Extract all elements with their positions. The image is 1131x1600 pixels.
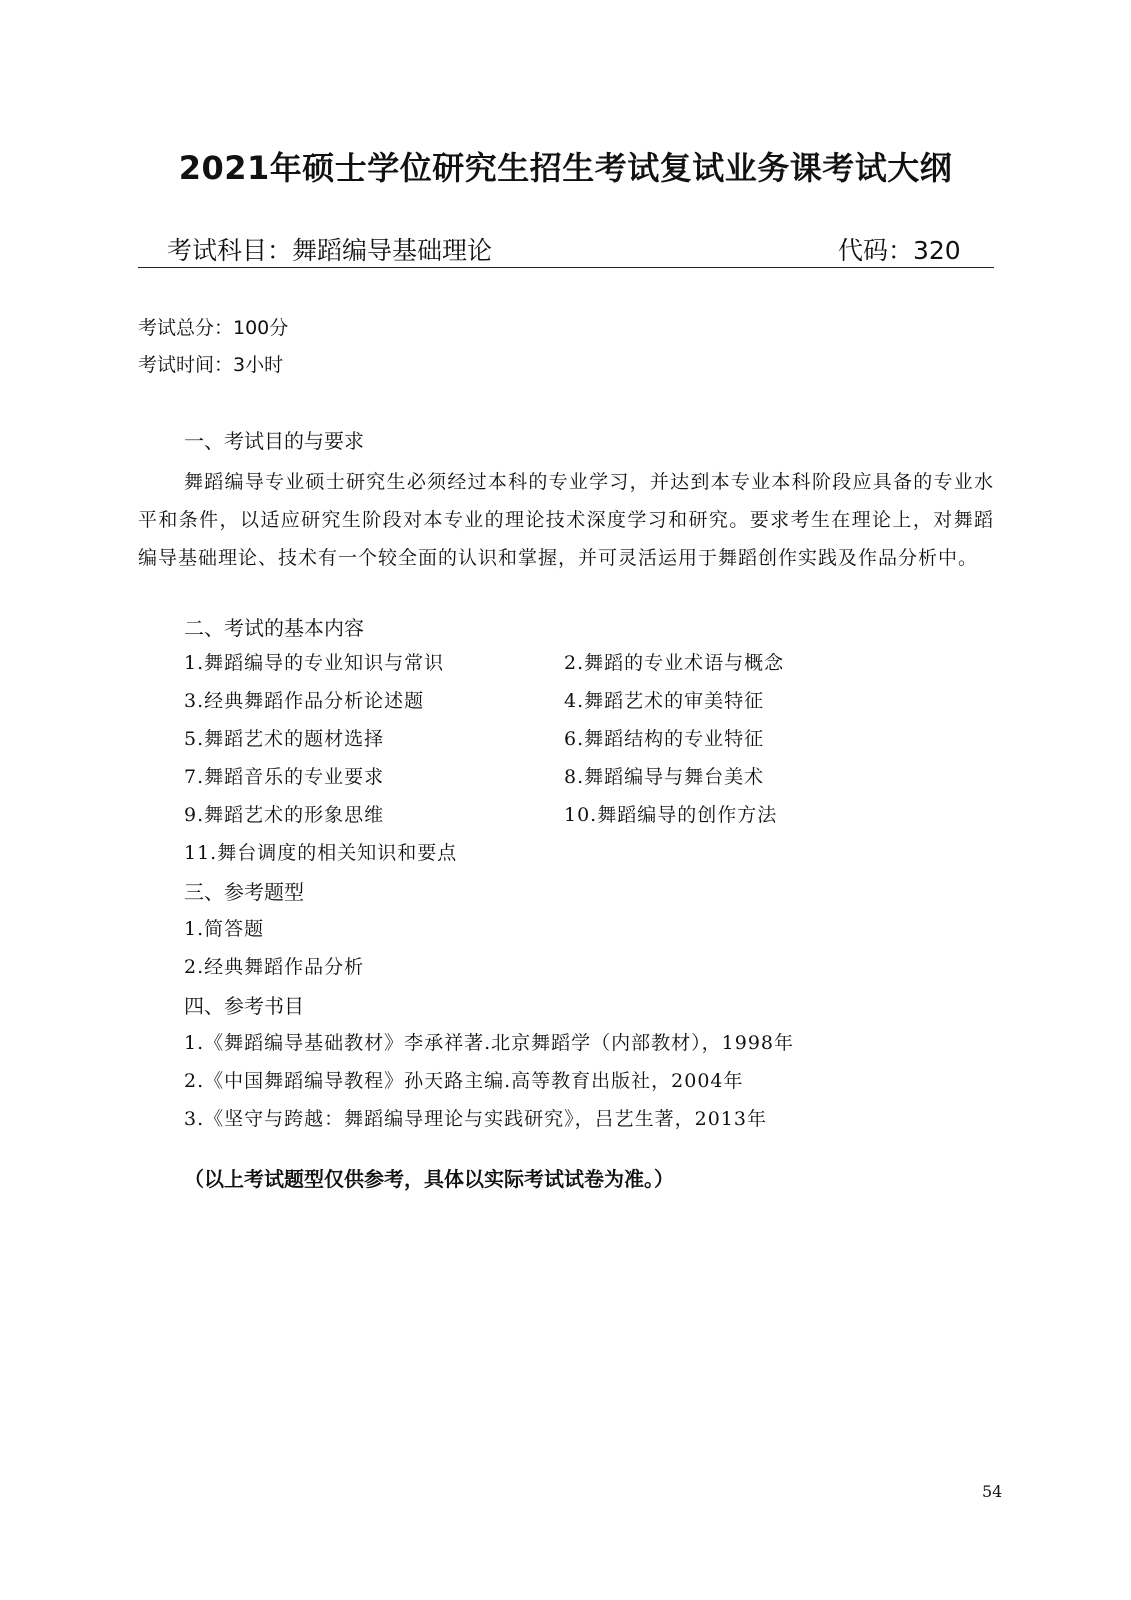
content-item: 11.舞台调度的相关知识和要点	[184, 842, 458, 864]
section-2-heading: 二、考试的基本内容	[184, 616, 364, 640]
section-3-heading: 三、参考题型	[184, 880, 304, 904]
exam-code: 代码：320	[838, 236, 961, 265]
header-underline	[138, 267, 994, 268]
question-type-item: 1.简答题	[184, 918, 265, 940]
question-type-item: 2.经典舞蹈作品分析	[184, 956, 365, 978]
content-item: 6.舞蹈结构的专业特征	[564, 728, 765, 750]
page-number: 54	[982, 1482, 1003, 1501]
content-item: 8.舞蹈编导与舞台美术	[564, 766, 765, 788]
reference-book-item: 3.《坚守与跨越：舞蹈编导理论与实践研究》，吕艺生著，2013年	[184, 1108, 767, 1130]
section-1-heading: 一、考试目的与要求	[184, 429, 364, 453]
reference-book-item: 1.《舞蹈编导基础教材》李承祥著.北京舞蹈学（内部教材），1998年	[184, 1032, 795, 1054]
section-4-heading: 四、参考书目	[184, 994, 304, 1018]
section-1-paragraph: 舞蹈编导专业硕士研究生必须经过本科的专业学习，并达到本专业本科阶段应具备的专业水平和条件，以适应研究生阶段对本专业的理论技术深度学习和研究。要求考生在理论上，对舞蹈编导基础理论、技术有一个较全面的认识和掌握，并可灵活运用于舞蹈创作实践及作品分析中。	[138, 471, 994, 569]
content-item: 2.舞蹈的专业术语与概念	[564, 652, 785, 674]
disclaimer-note: （以上考试题型仅供参考，具体以实际考试试卷为准。）	[184, 1167, 674, 1191]
content-item: 7.舞蹈音乐的专业要求	[184, 766, 385, 788]
content-item: 3.经典舞蹈作品分析论述题	[184, 690, 425, 712]
content-item: 9.舞蹈艺术的形象思维	[184, 804, 385, 826]
reference-book-item: 2.《中国舞蹈编导教程》孙天路主编.高等教育出版社，2004年	[184, 1070, 744, 1092]
exam-time: 考试时间：3小时	[138, 354, 284, 376]
content-item: 5.舞蹈艺术的题材选择	[184, 728, 385, 750]
total-score: 考试总分：100分	[138, 317, 289, 339]
page-title: 2021年硕士学位研究生招生考试复试业务课考试大纲	[178, 149, 953, 187]
exam-subject: 考试科目：舞蹈编导基础理论	[167, 236, 493, 265]
content-item: 10.舞蹈编导的创作方法	[564, 804, 778, 826]
content-item: 4.舞蹈艺术的审美特征	[564, 690, 765, 712]
content-item: 1.舞蹈编导的专业知识与常识	[184, 652, 445, 674]
